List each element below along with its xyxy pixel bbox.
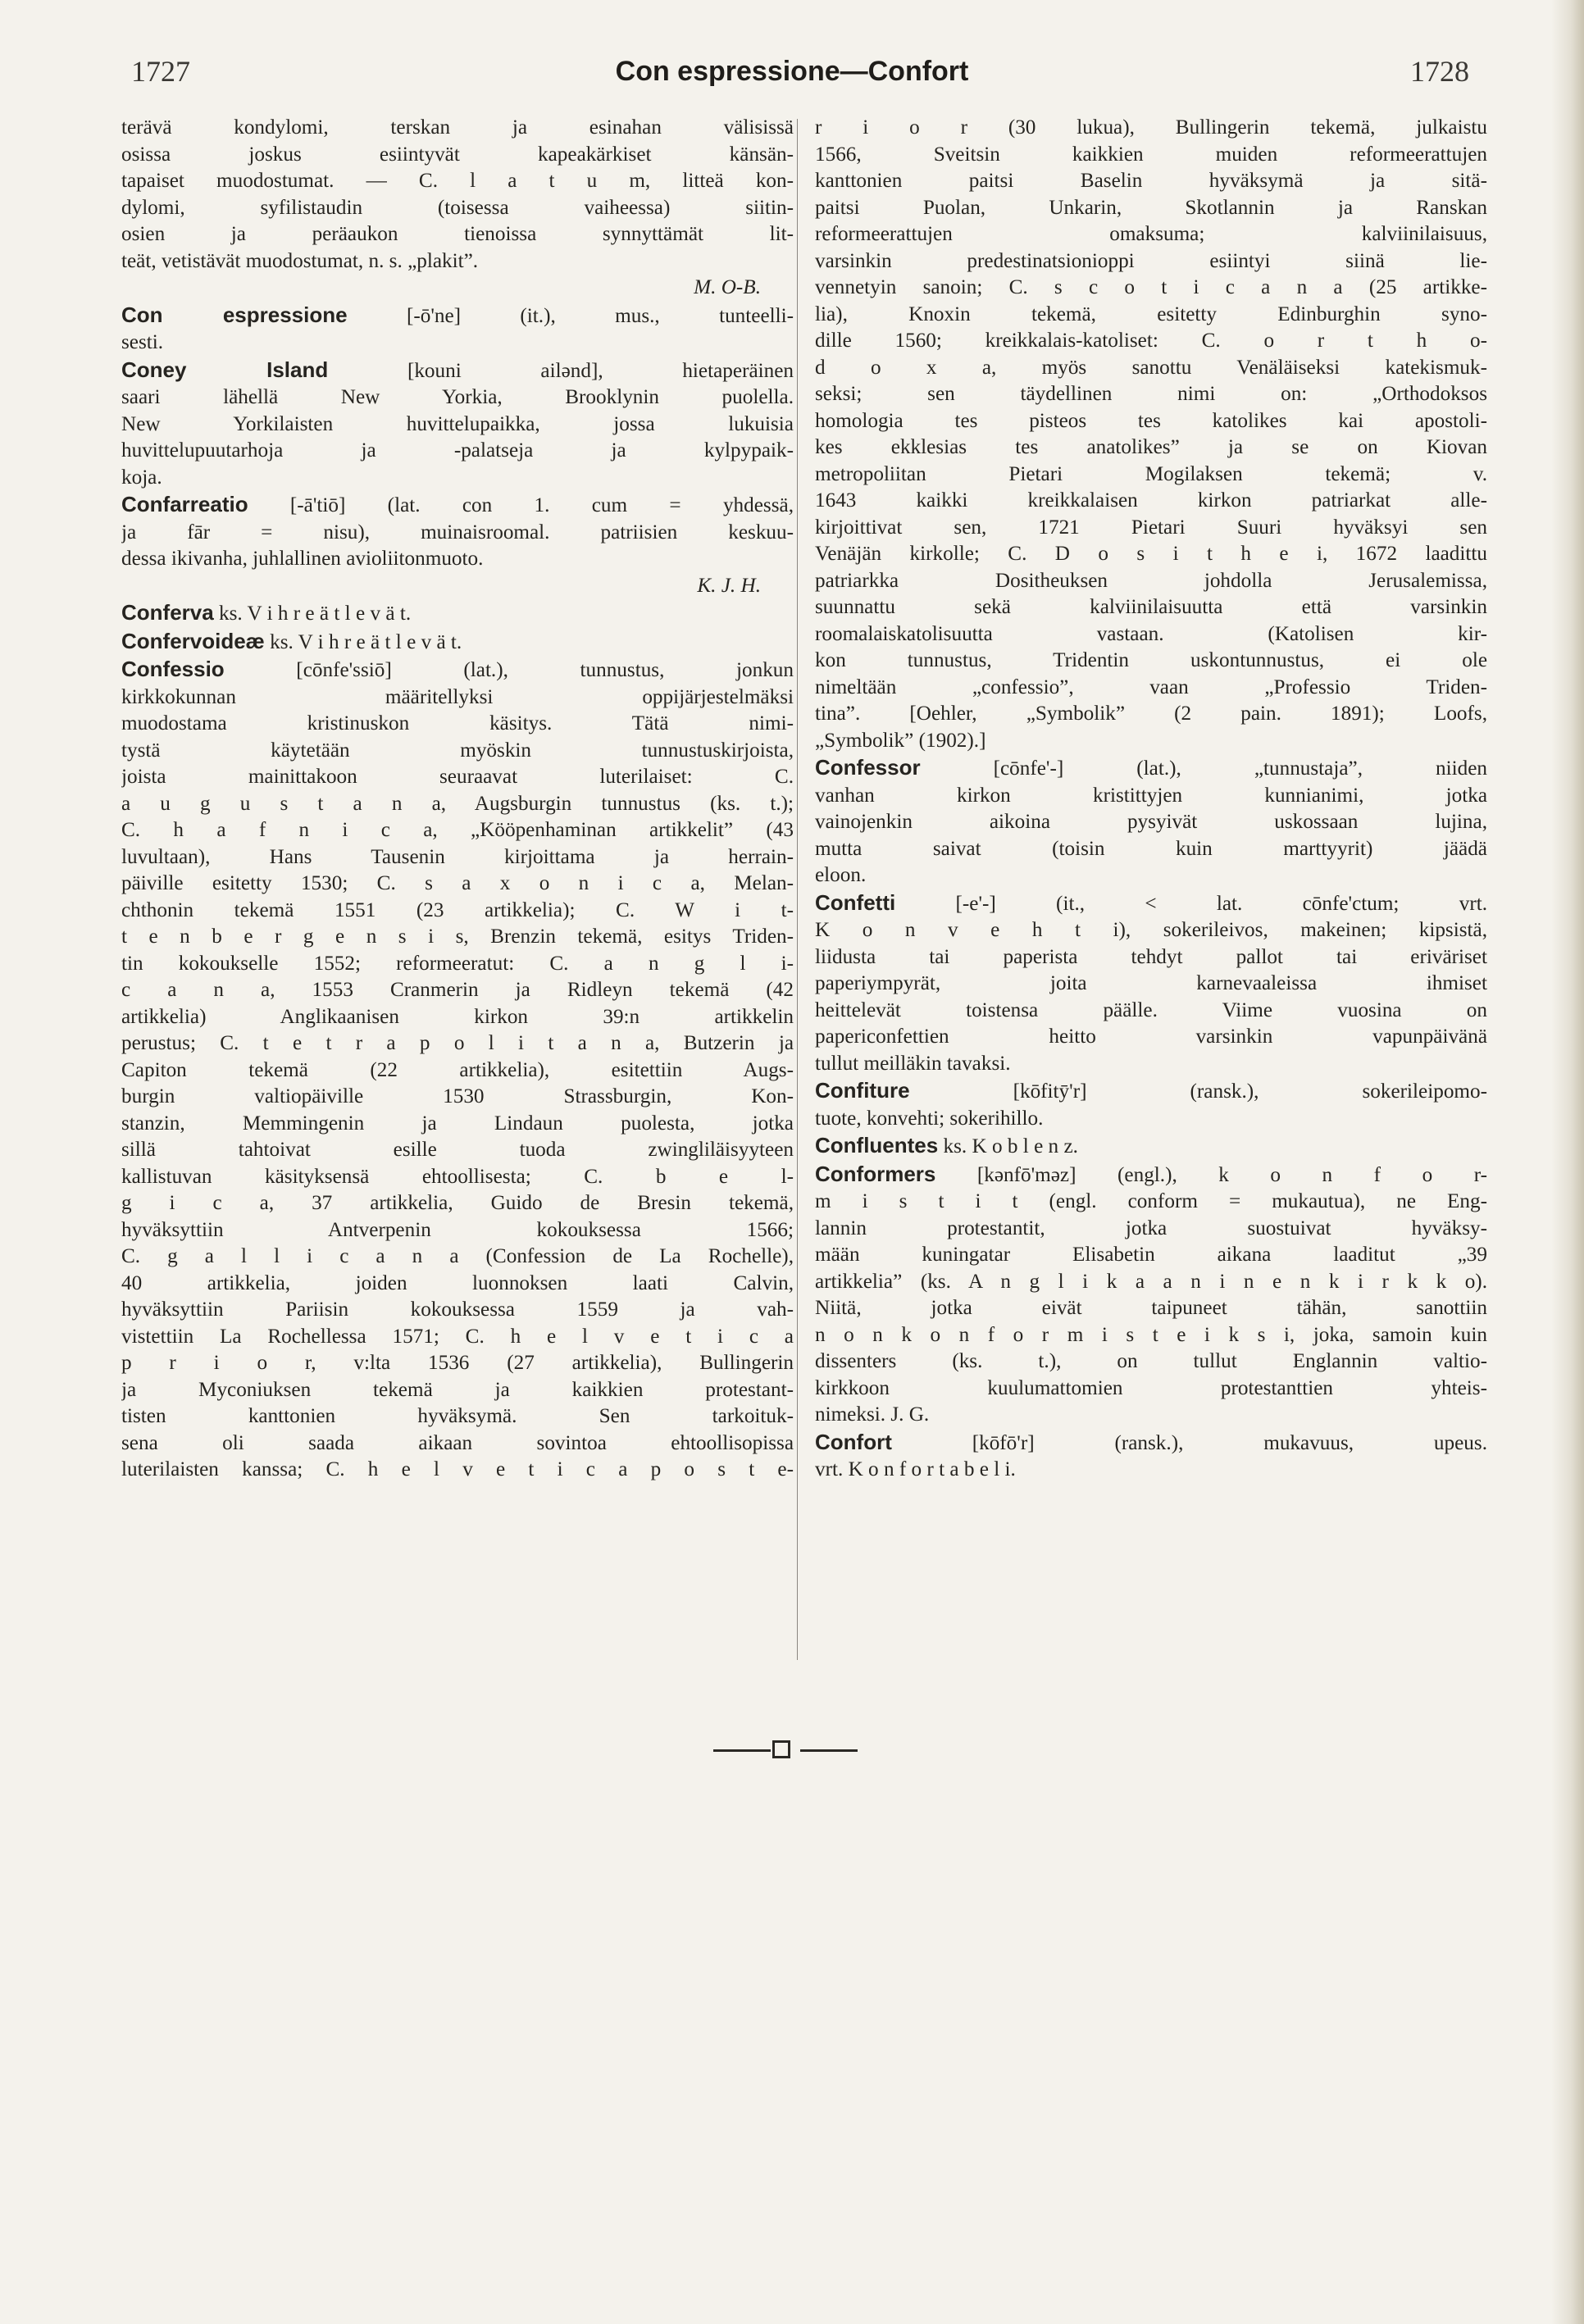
text-line xyxy=(815,1189,1487,1216)
text-line xyxy=(815,1322,1487,1349)
entry-headword: Confarreatio xyxy=(121,492,248,516)
line-text: c a n a, 1553 Cranmerin ja Ridleyn tekemä (42 xyxy=(121,979,794,1001)
page-number-left: 1727 xyxy=(131,55,190,88)
line-text: kirkkoon kuulumattomien protestanttien yhteis- xyxy=(815,1376,1487,1399)
text-line xyxy=(815,515,1487,542)
line-text: hyväksyttiin Antverpenin kokouksessa 1566; xyxy=(121,1218,794,1241)
text-line xyxy=(815,836,1487,863)
line-text: dissenters (ks. t.), on tullut Englannin valtio- xyxy=(815,1350,1487,1372)
text-line xyxy=(815,1077,1487,1106)
text-line xyxy=(815,862,1487,889)
entry-headword: Confessio xyxy=(121,657,225,681)
line-text: vennetyin sanoin; C. s c o t i c a n a (25 artikke- xyxy=(815,276,1487,298)
line-text: nimeltään „confessio”, vaan „Professio Triden- xyxy=(815,675,1487,698)
line-text: sillä tahtoivat esille tuoda zwingliläisyyteen xyxy=(121,1139,794,1161)
line-text: tin kokoukselle 1552; reformeeratut: C. a n g l i- xyxy=(121,952,794,975)
text-line xyxy=(121,248,794,275)
line-text: [cōnfe'ssiō] (lat.), tunnustus, jonkun xyxy=(224,659,794,681)
line-text: [kōfitȳ'r] (ransk.), sokerileipomo- xyxy=(909,1080,1487,1103)
text-line xyxy=(121,168,794,195)
text-line xyxy=(121,791,794,818)
entry-headword: Conferva xyxy=(121,600,214,625)
text-line xyxy=(815,381,1487,408)
line-text: New Yorkilaisten huvittelupaikka, jossa lukuisia xyxy=(121,412,794,435)
text-line xyxy=(121,1137,794,1164)
entry-headword: Confiture xyxy=(815,1078,910,1103)
text-line xyxy=(121,195,794,222)
line-text: Venäjän kirkolle; C. D o s i t h e i, 1672 laadittu xyxy=(815,543,1487,565)
line-text: dille 1560; kreikkalais-katoliset: C. o r t h o- xyxy=(815,330,1487,352)
running-head: Con espressione—Confort xyxy=(615,56,969,87)
text-line xyxy=(815,594,1487,621)
line-text: saari lähellä New Yorkia, Brooklynin puolella. xyxy=(121,386,794,408)
text-line xyxy=(121,115,794,142)
line-text: huvittelupuutarhoja ja -palatseja ja kylpypaik- xyxy=(121,439,794,462)
line-text: sesti. xyxy=(121,331,164,353)
line-text: mutta saivat (toisin kuin marttyyrit) jäädä xyxy=(815,837,1487,860)
text-line xyxy=(121,871,794,898)
line-text: g i c a, 37 artikkelia, Guido de Bresin tekemä, xyxy=(121,1192,794,1214)
text-line xyxy=(815,488,1487,515)
entry-headword: Con espressione xyxy=(121,302,348,327)
text-line xyxy=(815,1051,1487,1078)
text-line xyxy=(815,728,1487,755)
entry-headword: Confervoideæ xyxy=(121,628,265,653)
line-text: a u g u s t a n a, Augsburgin tunnustus (ks. t.); xyxy=(121,792,794,815)
line-text: eloon. xyxy=(815,864,867,886)
text-line xyxy=(815,648,1487,675)
text-line xyxy=(121,1403,794,1430)
text-line xyxy=(815,1376,1487,1403)
line-text: r i o r (30 lukua), Bullingerin tekemä, julkaistu xyxy=(815,116,1487,139)
line-text: luvultaan), Hans Tausenin kirjoittama ja herrain- xyxy=(121,845,794,868)
text-line xyxy=(121,1350,794,1377)
line-text: [-ā'tiō] (lat. con 1. cum = yhdessä, xyxy=(248,494,794,516)
line-text: osien ja peräaukon tienoissa synnyttämät lit- xyxy=(121,223,794,245)
text-line xyxy=(815,462,1487,489)
text-line xyxy=(121,898,794,925)
text-line xyxy=(815,701,1487,728)
text-line xyxy=(815,754,1487,783)
line-text: terävä kondylomi, terskan ja esinahan välisissä xyxy=(121,116,794,139)
line-text: perustus; C. t e t r a p o l i t a n a, Butzerin ja xyxy=(121,1032,794,1054)
line-text: 1566, Sveitsin kaikkien muiden reformeerattujen xyxy=(815,143,1487,166)
line-text: C. h a f n i c a, „Kööpenhaminan artikkelit” (43 xyxy=(121,819,794,841)
text-line xyxy=(815,355,1487,382)
line-text: koja. xyxy=(121,466,162,489)
text-line xyxy=(815,142,1487,169)
text-line xyxy=(815,889,1487,918)
entry-headword: Confluentes xyxy=(815,1133,939,1157)
entry-headword: Confessor xyxy=(815,755,921,780)
text-line xyxy=(815,1216,1487,1243)
entry-headword: Coney Island xyxy=(121,357,329,382)
line-text: luterilaisten kanssa; C. h e l v e t i c a p o s t e- xyxy=(121,1458,794,1480)
line-text: [cōnfe'-] (lat.), „tunnustaja”, niiden xyxy=(920,757,1487,780)
text-line xyxy=(121,142,794,169)
line-text: 40 artikkelia, joiden luonnoksen laati Calvin, xyxy=(121,1271,794,1294)
line-text: vrt. K o n f o r t a b e l i. xyxy=(815,1458,1016,1480)
line-text: tullut meilläkin tavaksi. xyxy=(815,1052,1011,1075)
line-text: päiville esitetty 1530; C. s a x o n i c a, Melan- xyxy=(121,872,794,894)
text-line xyxy=(815,1132,1487,1161)
line-text: mään kuningatar Elisabetin aikana laaditut „39 xyxy=(815,1244,1487,1266)
entry-headword: Confort xyxy=(815,1429,892,1454)
text-line xyxy=(815,168,1487,195)
line-text: 1643 kaikki kreikkalaisen kirkon patriarkat alle- xyxy=(815,489,1487,512)
line-text: joista mainittakoon seuraavat luterilaiset: C. xyxy=(121,766,794,788)
line-text: K o n v e h t i), sokerileivos, makeinen; kipsistä, xyxy=(815,919,1487,941)
text-line xyxy=(121,844,794,871)
line-text: tisten kanttonien hyväksymä. Sen tarkoituk- xyxy=(121,1405,794,1427)
end-ornament xyxy=(705,1738,869,1762)
text-line xyxy=(815,221,1487,248)
text-line xyxy=(815,1348,1487,1376)
text-line xyxy=(815,621,1487,648)
line-text: ja Myconiuksen tekemä ja kaikkien protestant- xyxy=(121,1378,794,1401)
line-text: kirkkokunnan määritellyksi oppijärjestelmäksi xyxy=(121,685,794,708)
text-line xyxy=(121,1324,794,1351)
text-line xyxy=(121,573,794,600)
line-text: tapaiset muodostumat. — C. l a t u m, litteä kon- xyxy=(121,170,794,192)
text-line xyxy=(121,221,794,248)
line-text: tuote, konvehti; sokerihillo. xyxy=(815,1107,1044,1130)
text-line xyxy=(121,817,794,844)
line-text: patriarkka Dositheuksen johdolla Jerusalemissa, xyxy=(815,569,1487,592)
text-line xyxy=(815,1457,1487,1484)
text-line xyxy=(121,330,794,357)
text-line xyxy=(815,408,1487,435)
line-text: kon tunnustus, Tridentin uskontunnustus, ei ole xyxy=(815,649,1487,671)
text-line xyxy=(121,491,794,520)
text-line xyxy=(121,1190,794,1217)
text-line xyxy=(121,438,794,465)
line-text: hyväksyttiin Pariisin kokouksessa 1559 ja vah- xyxy=(121,1298,794,1321)
text-line xyxy=(121,465,794,492)
line-text: ks. K o b l e n z. xyxy=(938,1135,1078,1157)
text-line xyxy=(815,275,1487,302)
line-text: p r i o r, v:lta 1536 (27 artikkelia), Bullingerin xyxy=(121,1352,794,1374)
text-line xyxy=(815,434,1487,462)
text-line xyxy=(815,1024,1487,1051)
column-divider xyxy=(797,119,798,1660)
line-text: stanzin, Memmingenin ja Lindaun puolesta, jotka xyxy=(121,1112,794,1135)
line-text: muodostama kristinuskon käsitys. Tätä nimi- xyxy=(121,712,794,734)
line-text: lia), Knoxin tekemä, esitetty Edinburghin syno- xyxy=(815,302,1487,325)
text-line xyxy=(815,328,1487,355)
line-text: seksi; sen täydellinen nimi on: „Orthodoksos xyxy=(815,383,1487,405)
line-text: m i s t i t (engl. conform = mukautua), ne Eng- xyxy=(815,1190,1487,1212)
line-text: artikkelia” (ks. A n g l i k a a n i n e n k i r k k o). xyxy=(815,1270,1487,1293)
text-line xyxy=(121,1030,794,1057)
line-text: chthonin tekemä 1551 (23 artikkelia); C. W i t- xyxy=(121,898,794,921)
line-text: t e n b e r g e n s i s, Brenzin tekemä, esitys Triden- xyxy=(121,926,794,948)
text-line xyxy=(121,546,794,573)
line-text: ja fār = nisu), muinaisroomal. patriisien keskuu- xyxy=(121,521,794,543)
text-line xyxy=(815,1106,1487,1133)
text-line xyxy=(121,738,794,765)
text-line xyxy=(121,1084,794,1111)
text-line xyxy=(815,1295,1487,1322)
text-line xyxy=(815,541,1487,568)
text-line xyxy=(815,115,1487,142)
text-line xyxy=(815,248,1487,275)
text-line xyxy=(121,1377,794,1404)
page-number-right: 1728 xyxy=(1410,55,1469,88)
text-line xyxy=(121,711,794,738)
text-line xyxy=(815,302,1487,329)
line-text: lannin protestantit, jotka suostuivat hyväksy- xyxy=(815,1217,1487,1239)
line-text: kes ekklesias tes anatolikes” ja se on Kiovan xyxy=(815,436,1487,458)
line-text: osissa joskus esiintyvät kapeakärkiset känsän- xyxy=(121,143,794,166)
text-line xyxy=(121,1244,794,1271)
line-text: nimeksi. J. G. xyxy=(815,1403,930,1426)
line-text: paitsi Puolan, Unkarin, Skotlannin ja Ranskan xyxy=(815,196,1487,219)
line-text: vanhan kirkon kristittyjen kunnianimi, jotka xyxy=(815,784,1487,807)
text-line xyxy=(121,1271,794,1298)
text-line xyxy=(121,520,794,547)
line-text: metropoliitan Pietari Mogilaksen tekemä; v. xyxy=(815,462,1487,485)
line-text: vistettiin La Rochellessa 1571; C. h e l v e t i c a xyxy=(121,1325,794,1348)
text-line xyxy=(815,998,1487,1025)
text-line xyxy=(815,1429,1487,1458)
line-text: tina”. [Oehler, „Symbolik” (2 pain. 1891); Loofs, xyxy=(815,703,1487,725)
text-line xyxy=(121,1217,794,1244)
line-text: K. J. H. xyxy=(697,574,761,597)
line-text: kallistuvan käsityksensä ehtoollisesta; C. b e l- xyxy=(121,1165,794,1188)
text-line xyxy=(815,971,1487,998)
line-text: d o x a, myös sanottu Venäläiseksi katekismuk- xyxy=(815,356,1487,379)
text-line xyxy=(121,1457,794,1484)
line-text: [kouni ailənd], hietaperäinen xyxy=(328,359,794,382)
text-line xyxy=(121,1164,794,1191)
text-line xyxy=(815,675,1487,702)
text-line xyxy=(815,1402,1487,1429)
text-line xyxy=(121,357,794,385)
text-line xyxy=(121,412,794,439)
line-text: heittelevät toistensa päälle. Viime vuosina on xyxy=(815,998,1487,1021)
line-text: suunnattu sekä kalviinilaisuutta että varsinkin xyxy=(815,596,1487,618)
line-text: [-ō'ne] (it.), mus., tunteelli- xyxy=(347,304,794,327)
line-text: Capiton tekemä (22 artikkelia), esitettiin Augs- xyxy=(121,1058,794,1081)
line-text: kanttonien paitsi Baselin hyväksymä ja sitä- xyxy=(815,170,1487,192)
line-text: vainojenkin aikoina pysyivät uskossaan lujina, xyxy=(815,811,1487,833)
line-text: burgin valtiopäiville 1530 Strassburgin, Kon- xyxy=(121,1085,794,1107)
line-text: liidusta tai paperista tehdyt pallot tai eriväriset xyxy=(815,945,1487,968)
text-line xyxy=(121,656,794,684)
text-line xyxy=(121,1004,794,1031)
text-line xyxy=(121,628,794,657)
line-text: [kənfō'məz] (engl.), k o n f o r- xyxy=(935,1163,1487,1186)
text-line xyxy=(121,275,794,302)
text-line xyxy=(121,1430,794,1458)
right-column xyxy=(815,115,1487,1484)
text-line xyxy=(121,1111,794,1138)
text-line xyxy=(121,1297,794,1324)
entry-headword: Confetti xyxy=(815,889,896,915)
text-line xyxy=(121,764,794,791)
line-text: homologia tes pisteos tes katolikes kai apostoli- xyxy=(815,409,1487,432)
page-edge xyxy=(1551,0,1584,2324)
line-text: artikkelia) Anglikaanisen kirkon 39:n artikkelin xyxy=(121,1005,794,1028)
line-text: varsinkin predestinatsionioppi esiintyi siinä lie- xyxy=(815,249,1487,272)
line-text: M. O-B. xyxy=(694,276,761,298)
line-text: kirjoittivat sen, 1721 Pietari Suuri hyväksyi sen xyxy=(815,516,1487,539)
line-text: roomalaiskatolisuutta vastaan. (Katolisen kir- xyxy=(815,622,1487,645)
text-line xyxy=(815,195,1487,222)
text-line xyxy=(815,917,1487,944)
line-text: Niitä, jotka eivät taipuneet tähän, sanottiin xyxy=(815,1297,1487,1319)
line-text: papericonfettien heitto varsinkin vapunpäivänä xyxy=(815,1026,1487,1048)
text-line xyxy=(121,684,794,712)
text-line xyxy=(815,568,1487,595)
text-line xyxy=(815,1269,1487,1296)
line-text: paperiympyrät, joita karnevaaleissa ihmiset xyxy=(815,972,1487,994)
line-text: C. g a l l i c a n a (Confession de La Rochelle), xyxy=(121,1245,794,1267)
text-line xyxy=(121,1057,794,1085)
line-text: [kōfō'r] (ransk.), mukavuus, upeus. xyxy=(891,1431,1487,1454)
text-line xyxy=(815,809,1487,836)
text-line xyxy=(121,977,794,1004)
line-text: ks. V i h r e ä t l e v ä t. xyxy=(213,603,412,625)
line-text: „Symbolik” (1902).] xyxy=(815,729,986,752)
line-text: teät, vetistävät muodostumat, n. s. „plakit”. xyxy=(121,249,479,272)
line-text: n o n k o n f o r m i s t e i k s i, joka, samoin kuin xyxy=(815,1323,1487,1346)
text-line xyxy=(121,384,794,412)
line-text: [-e'-] (it., < lat. cōnfe'ctum; vrt. xyxy=(895,892,1487,915)
line-text: reformeerattujen omaksuma; kalviinilaisuus, xyxy=(815,223,1487,245)
text-line xyxy=(121,599,794,628)
entry-headword: Conformers xyxy=(815,1161,936,1186)
line-text: dessa ikivanha, juhlallinen avioliitonmuoto. xyxy=(121,548,484,570)
text-line xyxy=(121,951,794,978)
line-text: tystä käytetään myöskin tunnustuskirjoista, xyxy=(121,739,794,762)
text-line xyxy=(815,1242,1487,1269)
text-line xyxy=(815,944,1487,971)
line-text: sena oli saada aikaan sovintoa ehtoollisopissa xyxy=(121,1431,794,1454)
text-line xyxy=(815,783,1487,810)
line-text: ks. V i h r e ä t l e v ä t. xyxy=(264,630,462,653)
left-column xyxy=(121,115,794,1484)
text-line xyxy=(121,924,794,951)
text-line xyxy=(815,1161,1487,1189)
line-text: dylomi, syfilistaudin (toisessa vaiheessa) siitin- xyxy=(121,196,794,219)
text-line xyxy=(121,302,794,330)
